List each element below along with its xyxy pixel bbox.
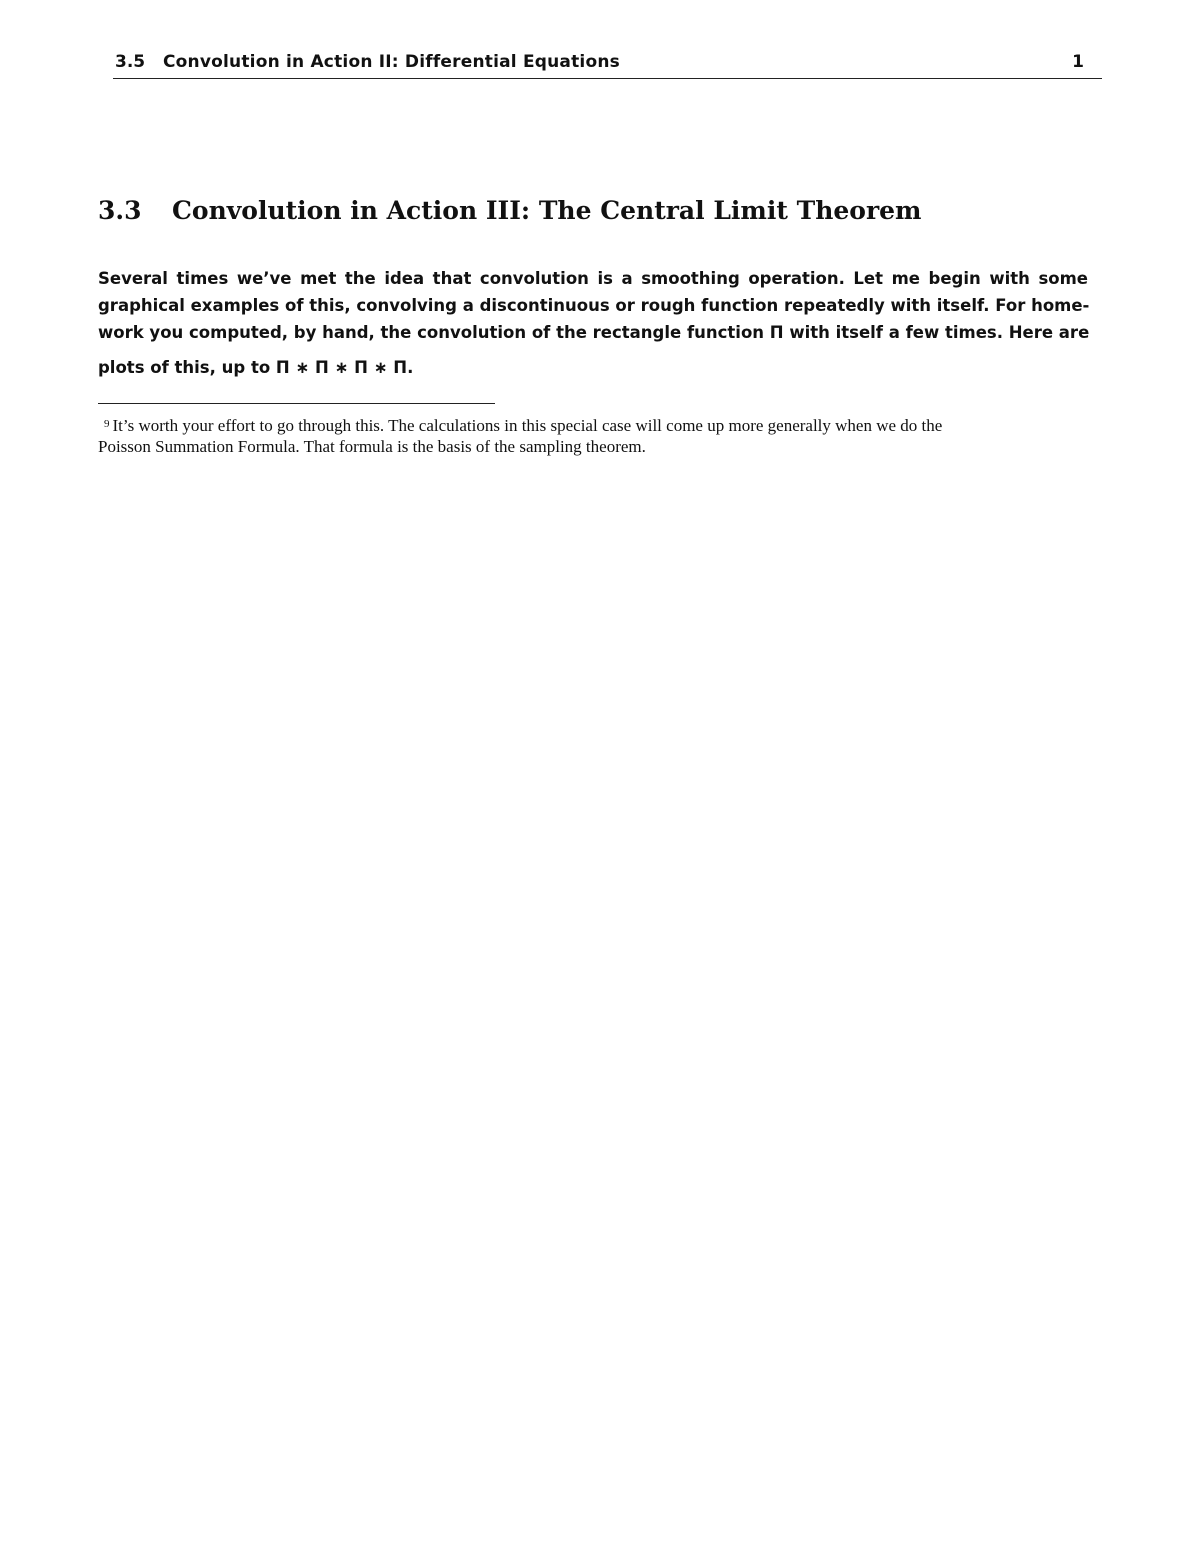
- footnote-text-line: It’s worth your effort to go through this. The calculations in this special case will come up more generally when we do the: [112, 416, 943, 435]
- footnote-text-line: Poisson Summation Formula. That formula is the basis of the sampling theorem.: [98, 437, 646, 456]
- footnote: [98, 414, 1088, 457]
- section-number: 3.3: [98, 196, 142, 225]
- footnote-divider: [98, 403, 495, 404]
- header-section-number: 3.5: [115, 52, 146, 72]
- paragraph-line: work you computed, by hand, the convolution of the rectangle function Π with itself a few times. Here are: [98, 323, 1090, 342]
- paragraph-line: plots of this, up to Π ∗ Π ∗ Π ∗ Π.: [98, 358, 414, 377]
- footnote-marker: 9: [104, 418, 110, 430]
- section-heading: [98, 196, 1098, 225]
- paragraph-line: Several times we’ve met the idea that convolution is a smoothing operation. Let me begin with some: [98, 269, 1088, 288]
- body-paragraph: [98, 265, 1088, 381]
- page-number: 1: [1072, 52, 1084, 72]
- section-title: Convolution in Action III: The Central Limit Theorem: [172, 196, 922, 225]
- header-section-title: Convolution in Action II: Differential Equations: [163, 52, 620, 72]
- running-header: [113, 50, 1102, 79]
- paragraph-line: graphical examples of this, convolving a discontinuous or rough function repeatedly with itself. For home-: [98, 296, 1090, 315]
